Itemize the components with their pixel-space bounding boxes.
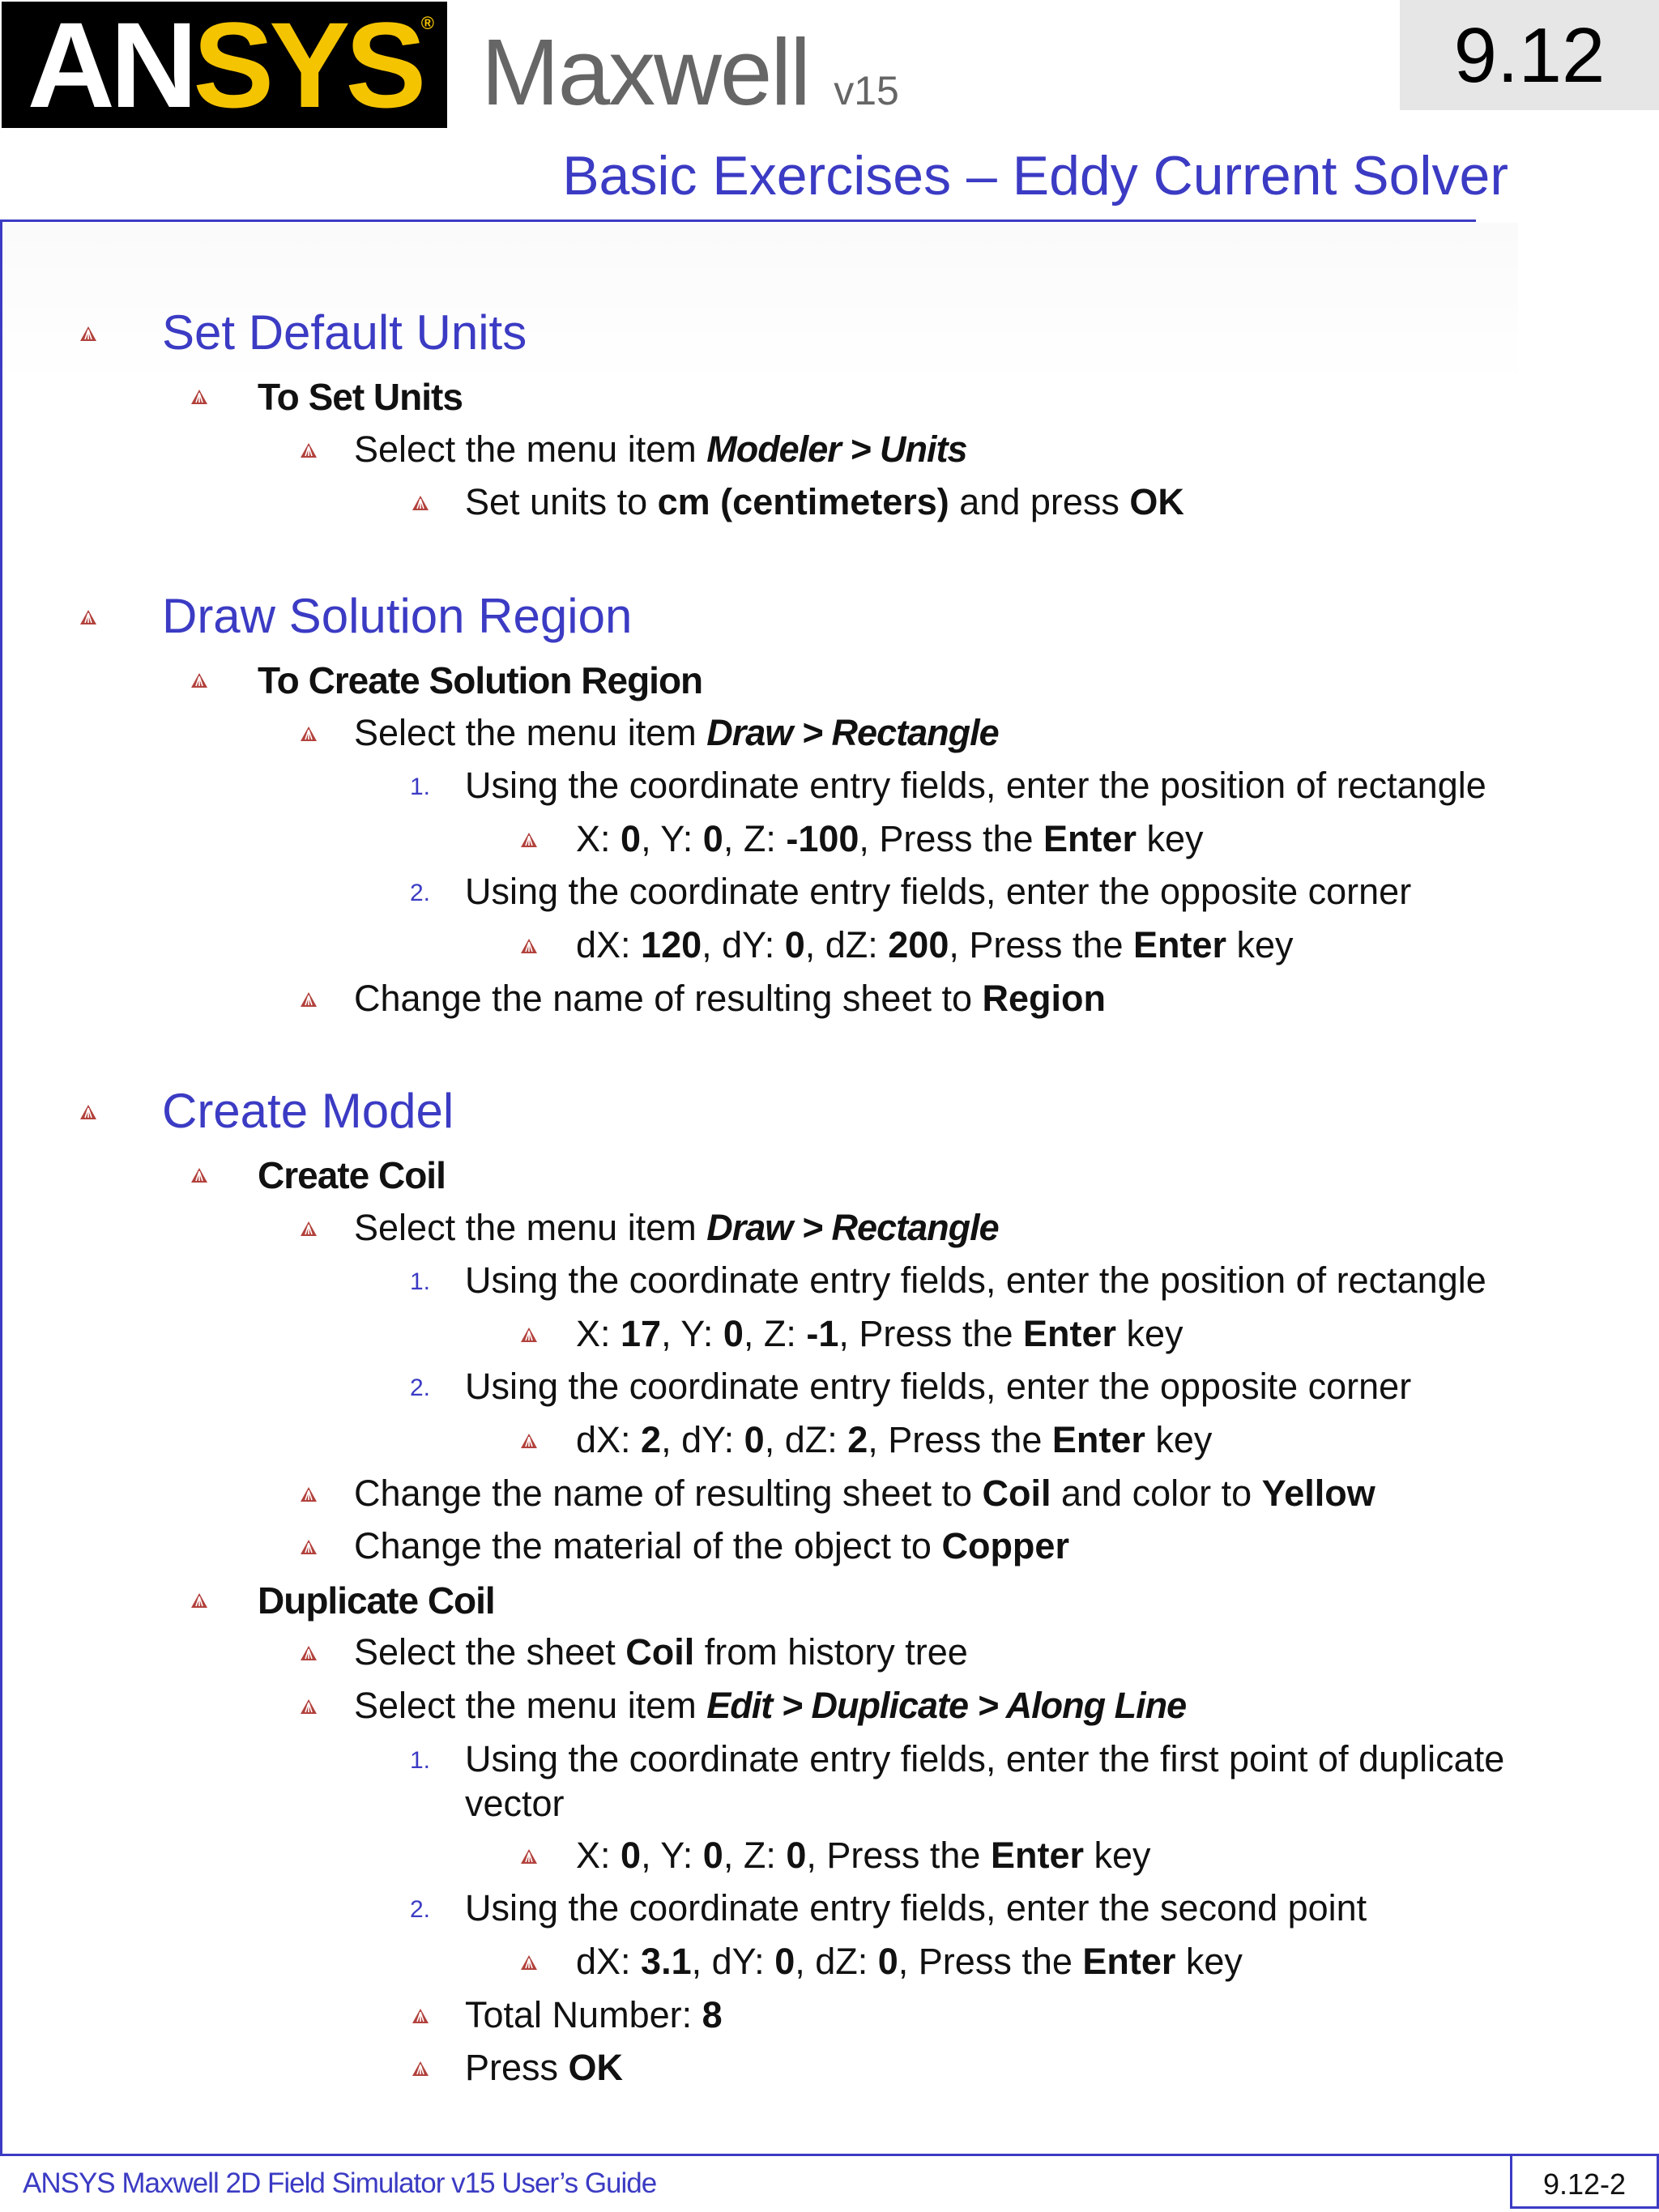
frame-left-rule xyxy=(0,219,2,2155)
bullet-icon xyxy=(300,1644,318,1662)
bullet-icon xyxy=(190,1166,208,1184)
section-heading: Create Model xyxy=(162,1084,454,1138)
emphasis-text: Draw > Rectangle xyxy=(706,711,999,753)
emphasis-text: OK xyxy=(1129,481,1184,523)
plain-text: , Y: xyxy=(641,1834,703,1876)
bullet-icon xyxy=(520,1848,538,1865)
emphasis-text: 0 xyxy=(877,1941,898,1982)
list-item xyxy=(576,924,1294,966)
emphasis-text: Draw > Rectangle xyxy=(706,1206,999,1248)
bullet-icon xyxy=(520,1954,538,1971)
plain-text: Press xyxy=(465,2047,569,2089)
list-item xyxy=(354,1207,999,1249)
plain-text: Using the coordinate entry fields, enter the opposite corner xyxy=(465,1366,1412,1408)
emphasis-text: Enter xyxy=(1051,1419,1145,1460)
subsection-heading xyxy=(258,375,463,419)
plain-text: Select the menu item xyxy=(354,428,707,470)
emphasis-text: 0 xyxy=(702,817,723,859)
list-item xyxy=(354,1525,1069,1567)
plain-text: key xyxy=(1145,1419,1213,1460)
bullet-icon xyxy=(300,725,318,743)
emphasis-text: Enter xyxy=(1132,924,1226,965)
plain-text: , Press the xyxy=(949,924,1133,965)
logo-text xyxy=(2,0,447,133)
emphasis-text: -100 xyxy=(786,817,859,859)
emphasis-text: Modeler > Units xyxy=(706,428,967,470)
plain-text: , Z: xyxy=(743,1312,807,1354)
emphasis-text: Duplicate Coil xyxy=(258,1579,495,1622)
plain-text: dX: xyxy=(576,1419,642,1460)
plain-text: dX: xyxy=(576,1941,642,1982)
plain-text: key xyxy=(1083,1834,1151,1876)
bullet-icon xyxy=(300,441,318,459)
emphasis-text: 3.1 xyxy=(641,1941,692,1982)
emphasis-text: 2 xyxy=(641,1419,662,1460)
list-number: 2. xyxy=(410,1896,431,1924)
bullet-icon xyxy=(190,671,208,689)
chapter-number: 9.12 xyxy=(1453,12,1606,99)
frame-bottom-rule xyxy=(0,2154,1659,2156)
plain-text: Using the coordinate entry fields, enter the opposite corner xyxy=(465,871,1412,913)
emphasis-text: Copper xyxy=(941,1525,1069,1567)
product-version: v15 xyxy=(834,68,899,113)
plain-text: dX: xyxy=(576,924,642,965)
bullet-icon xyxy=(520,937,538,955)
list-item xyxy=(465,1887,1367,1929)
list-item xyxy=(465,481,1184,523)
emphasis-text: Coil xyxy=(625,1631,695,1673)
subsection-heading xyxy=(258,658,702,702)
product-title xyxy=(481,18,899,126)
bullet-icon xyxy=(300,1698,318,1715)
plain-text: , Z: xyxy=(723,1834,787,1876)
plain-text: Set units to xyxy=(465,481,658,523)
plain-text: Using the coordinate entry fields, enter the second point xyxy=(465,1887,1367,1929)
emphasis-text: Edit > Duplicate > Along Line xyxy=(706,1685,1187,1726)
bullet-icon xyxy=(412,2007,429,2025)
plain-text: Change the name of resulting sheet to xyxy=(354,1472,983,1514)
emphasis-text: Region xyxy=(982,977,1107,1019)
plain-text: Using the coordinate entry fields, enter the first point of duplicate xyxy=(465,1737,1505,1779)
list-item xyxy=(354,1473,1375,1515)
plain-text: , Press the xyxy=(898,1941,1083,1982)
list-number: 2. xyxy=(410,880,431,907)
plain-text: X: xyxy=(576,817,621,859)
list-item xyxy=(354,978,1106,1020)
section-heading: Set Default Units xyxy=(162,305,527,360)
emphasis-text: 0 xyxy=(744,1419,765,1460)
header-shade xyxy=(3,223,1518,385)
emphasis-text: cm (centimeters) xyxy=(657,481,949,523)
emphasis-text: 0 xyxy=(723,1312,744,1354)
logo-text-sys: SYS xyxy=(193,0,422,133)
emphasis-text: 0 xyxy=(621,817,642,859)
emphasis-text: Enter xyxy=(1082,1941,1176,1982)
plain-text: key xyxy=(1226,924,1294,965)
plain-text: and press xyxy=(949,481,1130,523)
bullet-icon xyxy=(79,608,97,626)
plain-text: Change the name of resulting sheet to xyxy=(354,977,983,1019)
bullet-icon xyxy=(190,1592,208,1609)
plain-text: Select the menu item xyxy=(354,1206,707,1248)
plain-text: Using the coordinate entry fields, enter the position of rectangle xyxy=(465,1259,1486,1302)
emphasis-text: 17 xyxy=(621,1312,662,1354)
page-title: Basic Exercises – Eddy Current Solver xyxy=(562,145,1508,207)
plain-text: , Press the xyxy=(806,1834,991,1876)
list-number: 2. xyxy=(410,1375,431,1402)
subsection-heading xyxy=(258,1153,446,1197)
plain-text: key xyxy=(1175,1941,1243,1982)
plain-text: , dY: xyxy=(661,1419,744,1460)
emphasis-text: 0 xyxy=(702,1834,723,1876)
emphasis-text: 0 xyxy=(621,1834,642,1876)
list-item xyxy=(465,2047,623,2089)
bullet-icon xyxy=(300,991,318,1008)
list-number: 1. xyxy=(410,1268,431,1296)
bullet-icon xyxy=(412,2060,429,2078)
bullet-icon xyxy=(190,388,208,406)
list-item xyxy=(354,1685,1186,1727)
emphasis-text: OK xyxy=(568,2047,624,2089)
plain-text: , Y: xyxy=(641,817,703,859)
plain-text: Using the coordinate entry fields, enter the position of rectangle xyxy=(465,765,1486,807)
plain-text: Change the material of the object to xyxy=(354,1525,942,1567)
plain-text: , dZ: xyxy=(804,924,889,965)
list-item xyxy=(576,1835,1151,1877)
section-heading: Draw Solution Region xyxy=(162,589,633,643)
plain-text: Select the menu item xyxy=(354,1685,707,1726)
bullet-icon xyxy=(520,831,538,849)
list-item xyxy=(576,1941,1243,1983)
list-number: 1. xyxy=(410,774,431,801)
logo-text-an: AN xyxy=(27,0,194,133)
list-item xyxy=(465,871,1411,913)
list-item xyxy=(576,1419,1212,1461)
emphasis-text: -1 xyxy=(806,1312,839,1354)
list-item xyxy=(465,1783,565,1825)
bullet-icon xyxy=(300,1220,318,1238)
emphasis-text: 0 xyxy=(774,1941,795,1982)
plain-text: , dY: xyxy=(691,1941,775,1982)
list-item xyxy=(354,428,967,471)
list-item xyxy=(354,1631,968,1673)
emphasis-text: Yellow xyxy=(1261,1472,1375,1514)
emphasis-text: 0 xyxy=(784,924,805,965)
emphasis-text: Enter xyxy=(1022,1312,1116,1354)
plain-text: , Press the xyxy=(859,817,1043,859)
ansys-logo xyxy=(2,0,447,133)
bullet-icon xyxy=(412,494,429,512)
plain-text: key xyxy=(1137,817,1204,859)
plain-text: Total Number: xyxy=(465,1993,702,2035)
list-item xyxy=(576,818,1204,860)
list-item xyxy=(465,765,1486,807)
emphasis-text: 0 xyxy=(786,1834,807,1876)
emphasis-text: Enter xyxy=(990,1834,1084,1876)
emphasis-text: Enter xyxy=(1043,817,1137,859)
bullet-icon xyxy=(520,1326,538,1344)
frame-top-rule xyxy=(0,219,1476,222)
bullet-icon xyxy=(79,1103,97,1121)
plain-text: Select the sheet xyxy=(354,1631,626,1673)
list-item xyxy=(465,1259,1486,1302)
product-name: Maxwell xyxy=(481,19,809,125)
emphasis-text: 120 xyxy=(641,924,702,965)
plain-text: , dZ: xyxy=(795,1941,878,1982)
list-item xyxy=(576,1313,1183,1355)
plain-text: , Y: xyxy=(661,1312,723,1354)
footer-guide-title: ANSYS Maxwell 2D Field Simulator v15 User’s Guide xyxy=(23,2167,657,2199)
plain-text: X: xyxy=(576,1312,621,1354)
emphasis-text: 2 xyxy=(847,1419,868,1460)
bullet-icon xyxy=(79,325,97,343)
emphasis-text: Create Coil xyxy=(258,1154,446,1196)
plain-text: , Press the xyxy=(868,1419,1052,1460)
list-item xyxy=(465,1738,1504,1780)
subsection-heading xyxy=(258,1579,495,1622)
emphasis-text: Coil xyxy=(982,1472,1051,1514)
plain-text: vector xyxy=(465,1783,565,1825)
plain-text: and color to xyxy=(1051,1472,1262,1514)
plain-text: , Z: xyxy=(723,817,787,859)
plain-text: , dY: xyxy=(702,924,785,965)
page-number: 9.12-2 xyxy=(1542,2167,1627,2201)
plain-text: from history tree xyxy=(694,1631,968,1673)
list-number: 1. xyxy=(410,1746,431,1774)
plain-text: Select the menu item xyxy=(354,711,707,753)
plain-text: key xyxy=(1116,1312,1183,1354)
emphasis-text: To Set Units xyxy=(258,376,463,418)
plain-text: X: xyxy=(576,1834,621,1876)
logo-registered-mark: ® xyxy=(420,13,434,33)
bullet-icon xyxy=(520,1432,538,1450)
bullet-icon xyxy=(300,1538,318,1556)
plain-text: , Press the xyxy=(838,1312,1023,1354)
list-item xyxy=(465,1994,723,2036)
bullet-icon xyxy=(300,1485,318,1503)
list-item xyxy=(465,1366,1411,1408)
list-item xyxy=(354,712,999,754)
emphasis-text: 8 xyxy=(702,1993,723,2035)
plain-text: , dZ: xyxy=(764,1419,848,1460)
emphasis-text: 200 xyxy=(888,924,949,965)
emphasis-text: To Create Solution Region xyxy=(258,659,703,701)
